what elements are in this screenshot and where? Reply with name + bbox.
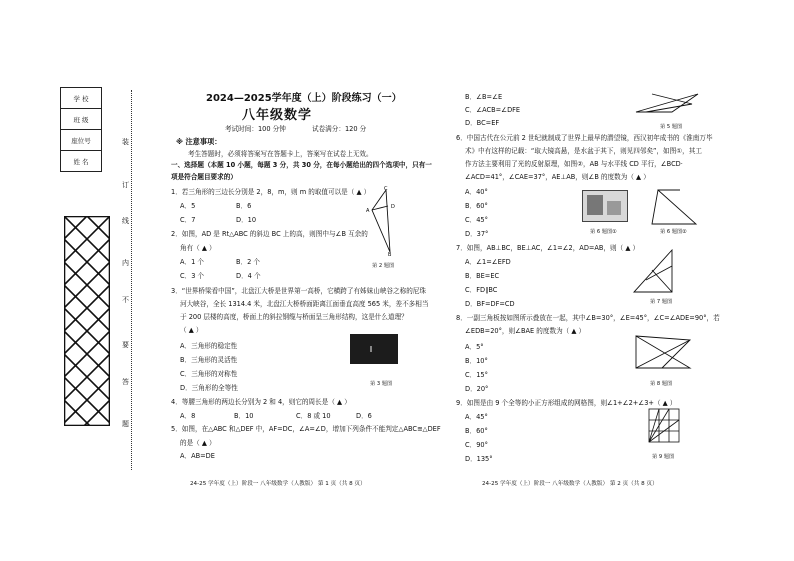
q5-figure [632,90,702,120]
q2-label-d: D [391,204,395,210]
q6-stem-4: ∠ACD=41°，∠CAE=37°，AE⊥AB，则∠B 的度数为（ ▲ ） [465,173,650,181]
seal-char: 要 [122,341,129,349]
seal-char: 不 [122,296,129,304]
q9-grid-figure [646,406,682,446]
q9-figure-caption: 第 9 题图 [652,454,675,460]
q3-stem-3: 于 200 层楼的高度，桥面上的斜拉钢缆与桥面呈三角形结构，这是什么道理？ [180,313,408,321]
q1-stem: 1．若三角形的三边长分别是 2，8，m，则 m 的取值可以是（ ▲ ） [171,188,371,196]
q6-stem-3: 作方法主要利用了光的反射原理，如图②，AB 与水平线 CD 平行，∠BCD· [465,160,683,168]
page-footer-1: 24-25 学年度（上）阶段一 八年级数学（人教版） 第 1 页（共 8 页） [190,481,366,487]
q9-option-c: C．90° [465,441,488,449]
q7-option-c: C．FD∥BC [465,286,498,294]
q5-option-c: C．∠ACB=∠DFE [465,106,521,114]
periscope-illustration [582,190,628,222]
q8-option-c: C．15° [465,371,488,379]
q6-figure-2 [646,186,702,226]
q2-label-c: C [384,186,388,192]
q6-option-b: B．60° [465,202,488,210]
q2-option-a: A．1 个 [180,258,204,266]
q3-option-c: C．三角形的对称性 [180,370,238,378]
q5-option-a: A．AB=DE [180,452,215,460]
q9-option-a: A．45° [465,413,488,421]
q2-option-d: D．4 个 [236,272,261,280]
exam-time: 考试时间：100 分钟 [225,125,286,133]
q6-option-d: D．37° [465,230,489,238]
q4-stem: 4．等腰三角形的两边长分别为 2 和 4，则它的周长是（ ▲ ） [171,398,351,406]
q5-stem-cont: 的是（ ▲ ） [180,439,216,447]
seal-char: 订 [122,181,129,189]
q9-stem: 9．如图是由 9 个全等的小正方形组成的网格图，则∠1+∠2+∠3+（ ▲ ） [456,399,677,407]
illustration-basin [607,201,621,215]
q4-option-d: D．6 [356,412,372,420]
q5-figure-caption: 第 5 题图 [660,124,683,130]
q3-stem-2: 河大峡谷，全长 1314.4 米，北盘江大桥桥面距离江面垂直高度 565 米，差不多相当 [180,300,429,308]
q1-option-d: D．10 [236,216,257,224]
seal-char: 内 [122,259,129,267]
q3-stem: 3．“世界桥梁看中国”，北盘江大桥是世界第一高桥，它横跨了有姊妹山峡谷之称的尼珠 [171,287,426,295]
q6-option-c: C．45° [465,216,488,224]
school-field[interactable]: 学 校 [60,87,102,109]
q8-stem-cont: ∠EDB=20°，则∠BAE 的度数为（ ▲ ） [465,327,586,335]
q2-label-a: A [366,208,370,214]
q9-option-b: B．60° [465,427,488,435]
q2-stem-cont: 角有（ ▲ ） [180,244,216,252]
page-footer-2: 24-25 学年度（上）阶段一 八年级数学（人教版） 第 2 页（共 8 页） [482,481,658,487]
seal-dotted-line [131,90,132,470]
q2-label-b: B [388,252,392,256]
subject-title: 八年级数学 [242,108,313,123]
name-field[interactable]: 姓 名 [60,150,102,172]
q8-option-a: A．5° [465,343,484,351]
q7-option-d: D．BF=DF=CD [465,300,515,308]
q8-option-b: B．10° [465,357,488,365]
seal-char: 题 [122,420,129,428]
q6-figure-1-caption: 第 6 题图① [590,229,617,235]
class-field[interactable]: 班 级 [60,108,102,130]
q7-figure-caption: 第 7 题图 [650,299,673,305]
q6-stem-2: 术》中有这样的记载：“取大镜高悬，是水盆于其下，则见四邻矣”，如图①，其工 [465,147,702,155]
q3-figure-caption: 第 3 题图 [370,381,393,387]
notice-heading: ※ 注意事项： [176,137,222,146]
q7-option-a: A．∠1=∠EFD [465,258,511,266]
binding-lattice-pattern [64,216,110,426]
seat-number-field[interactable]: 座位号 [60,129,102,151]
q8-stem: 8．一副三角板按如图所示叠放在一起，其中∠B=30°，∠E=45°，∠C=∠ADE=90°，若 [456,314,720,322]
q7-stem: 7．如图，AB⊥BC，BE⊥AC，∠1=∠2，AD=AB，则（ ▲ ） [456,244,640,252]
q2-figure [360,186,410,256]
q4-option-a: A．8 [180,412,196,420]
q1-option-a: A．5 [180,202,196,210]
q6-figure-2-caption: 第 6 题图② [660,229,687,235]
q2-option-b: B．2 个 [236,258,261,266]
bridge-photo [350,334,398,364]
q2-figure-caption: 第 2 题图 [372,263,395,269]
q1-option-b: B．6 [236,202,252,210]
q4-option-c: C．8 或 10 [296,412,331,420]
q1-option-c: C．7 [180,216,196,224]
exam-score: 试卷满分：120 分 [312,125,367,133]
seal-char: 装 [122,138,129,146]
section-heading: 一、选择题（本题 10 小题，每题 3 分，共 30 分，在每小题给出的四个选项中，只有一 [171,161,432,169]
student-info-box [60,88,104,172]
q2-stem: 2．如图，AD 是 Rt△ABC 的斜边 BC 上的高，则图中与∠B 互余的 [171,230,368,238]
q7-option-b: B．BE=EC [465,272,500,280]
q3-option-d: D．三角形的全等性 [180,384,238,392]
q2-option-c: C．3 个 [180,272,205,280]
q5-option-d: D．BC=EF [465,119,500,127]
notice-text: 考生答题时，必须将答案写在答题卡上，答案写在试卷上无效。 [188,150,373,158]
illustration-figure [587,195,603,215]
q8-option-d: D．20° [465,385,489,393]
q3-option-b: B．三角形的灵活性 [180,356,238,364]
bridge-pylon [370,346,372,352]
seal-char: 线 [122,217,129,225]
q9-option-d: D．135° [465,455,493,463]
q3-stem-4: （ ▲ ） [180,326,203,334]
q5-option-b: B．∠B=∠E [465,93,503,101]
q8-figure [632,332,694,372]
q6-option-a: A．40° [465,188,488,196]
q5-stem: 5．如图，在△ABC 和△DEF 中，AF=DC，∠A=∠D，增加下列条件不能判定△ABC≌△DEF [171,425,441,433]
seal-char: 答 [122,378,129,386]
q4-option-b: B．10 [234,412,254,420]
q7-figure [630,248,690,294]
q8-figure-caption: 第 8 题图 [650,381,673,387]
q6-stem: 6．中国古代在公元前 2 世纪就制成了世界上最早的潜望镜，西汉初年成书的《淮南万毕 [456,134,713,142]
section-heading-cont: 项是符合题目要求的） [171,173,237,181]
exam-title: 2024—2025学年度（上）阶段练习（一） [206,93,402,104]
q3-option-a: A．三角形的稳定性 [180,342,238,350]
